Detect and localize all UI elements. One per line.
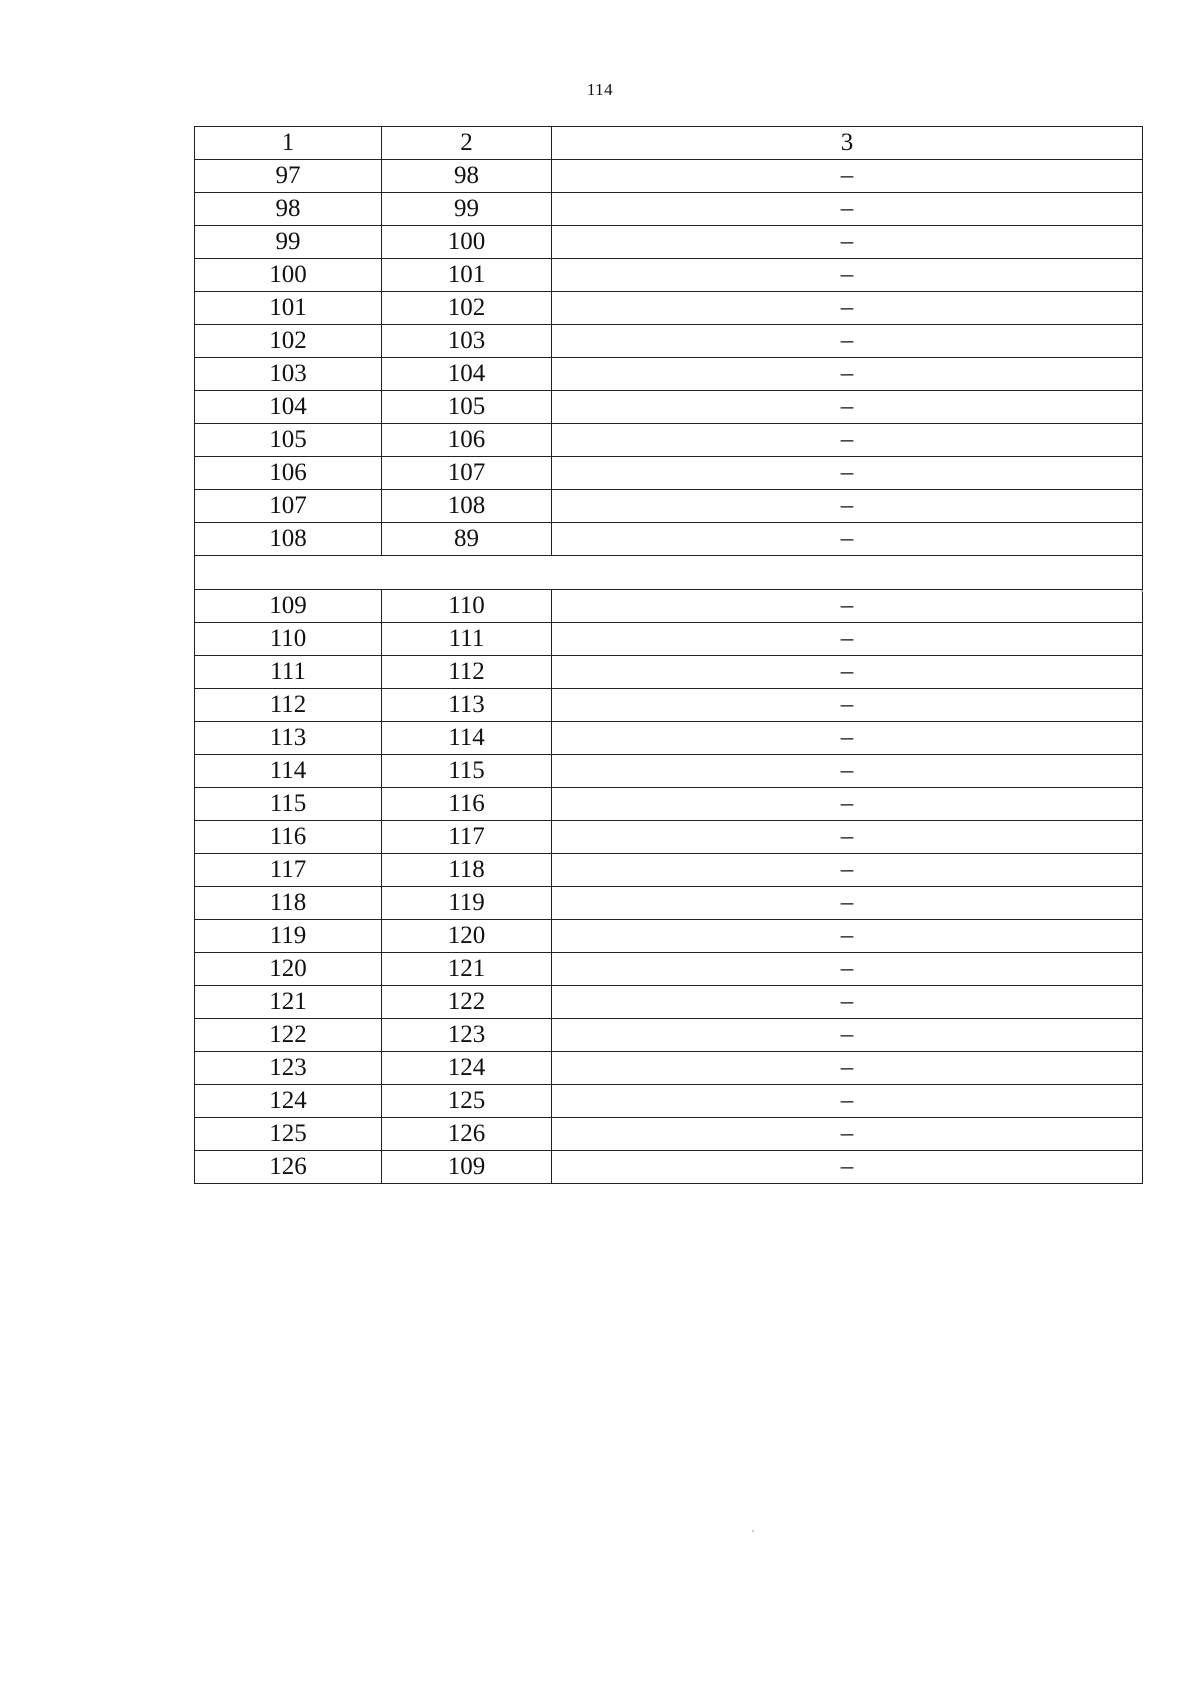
table-cell-col-2: 110 [382, 590, 552, 623]
table-cell-col-3: – [552, 656, 1143, 689]
column-header: 3 [552, 127, 1143, 160]
page-number: 114 [586, 80, 614, 99]
table-cell-col-1: 109 [195, 590, 382, 623]
table-row [195, 193, 1143, 226]
table-row [195, 358, 1143, 391]
data-table [194, 126, 1143, 1184]
table-cell-col-3: – [552, 325, 1143, 358]
table-cell-col-2: 119 [382, 887, 552, 920]
table-cell-col-2: 115 [382, 755, 552, 788]
table-cell-col-3: – [552, 490, 1143, 523]
table-cell-col-2: 104 [382, 358, 552, 391]
table-cell-col-3: – [552, 1151, 1143, 1184]
group-separator-row [195, 556, 1143, 590]
scan-speck [1141, 590, 1143, 592]
table-cell-col-1: 120 [195, 953, 382, 986]
table-cell-col-1: 116 [195, 821, 382, 854]
table-cell-col-2: 101 [382, 259, 552, 292]
table-cell-col-3: – [552, 920, 1143, 953]
table-cell-col-3: – [552, 457, 1143, 490]
table-cell-col-3: – [552, 259, 1143, 292]
table-cell-col-2: 89 [382, 523, 552, 556]
table-cell-col-1: 119 [195, 920, 382, 953]
table-row [195, 623, 1143, 656]
table-cell-col-1: 112 [195, 689, 382, 722]
table-row [195, 1118, 1143, 1151]
table-cell-col-1: 114 [195, 755, 382, 788]
table-cell-col-2: 106 [382, 424, 552, 457]
table-cell-col-3: – [552, 689, 1143, 722]
table-cell-col-2: 126 [382, 1118, 552, 1151]
table-cell-col-2: 118 [382, 854, 552, 887]
table-cell-col-2: 120 [382, 920, 552, 953]
table-cell-col-3: – [552, 953, 1143, 986]
table-cell-col-3: – [552, 1085, 1143, 1118]
table-row [195, 821, 1143, 854]
table-header-row [195, 127, 1143, 160]
table-row [195, 391, 1143, 424]
table-row [195, 1085, 1143, 1118]
scan-speck [752, 1530, 754, 1532]
table-cell-col-3: – [552, 292, 1143, 325]
table-row [195, 160, 1143, 193]
data-table-container [194, 126, 1142, 1184]
table-cell-col-2: 113 [382, 689, 552, 722]
table-cell-col-1: 99 [195, 226, 382, 259]
table-cell-col-1: 115 [195, 788, 382, 821]
table-row [195, 986, 1143, 1019]
table-cell-col-1: 111 [195, 656, 382, 689]
table-cell-col-3: – [552, 1052, 1143, 1085]
table-row [195, 1052, 1143, 1085]
table-cell-col-3: – [552, 821, 1143, 854]
table-cell-col-1: 106 [195, 457, 382, 490]
table-cell-col-1: 122 [195, 1019, 382, 1052]
table-row [195, 226, 1143, 259]
table-cell-col-3: – [552, 887, 1143, 920]
table-cell-col-1: 124 [195, 1085, 382, 1118]
table-row [195, 590, 1143, 623]
table-cell-col-2: 125 [382, 1085, 552, 1118]
table-body [195, 127, 1143, 1184]
table-cell-col-3: – [552, 755, 1143, 788]
table-row [195, 457, 1143, 490]
table-cell-col-3: – [552, 226, 1143, 259]
table-cell-col-1: 113 [195, 722, 382, 755]
table-cell-col-3: – [552, 722, 1143, 755]
table-cell-col-2: 108 [382, 490, 552, 523]
table-cell-col-1: 97 [195, 160, 382, 193]
table-cell-col-1: 117 [195, 854, 382, 887]
table-cell-col-2: 99 [382, 193, 552, 226]
table-cell-col-1: 104 [195, 391, 382, 424]
table-cell-col-2: 124 [382, 1052, 552, 1085]
table-row [195, 689, 1143, 722]
table-cell-col-1: 123 [195, 1052, 382, 1085]
table-cell-col-2: 122 [382, 986, 552, 1019]
column-header: 2 [382, 127, 552, 160]
table-cell-col-2: 111 [382, 623, 552, 656]
table-cell-col-1: 100 [195, 259, 382, 292]
table-cell-col-2: 114 [382, 722, 552, 755]
table-row [195, 854, 1143, 887]
table-cell-col-2: 121 [382, 953, 552, 986]
table-cell-col-2: 107 [382, 457, 552, 490]
table-row [195, 424, 1143, 457]
table-cell-col-3: – [552, 590, 1143, 623]
table-row [195, 1019, 1143, 1052]
table-cell-col-3: – [552, 986, 1143, 1019]
table-row [195, 292, 1143, 325]
table-cell-col-1: 98 [195, 193, 382, 226]
table-row [195, 325, 1143, 358]
table-cell-col-3: – [552, 424, 1143, 457]
table-cell-col-3: – [552, 391, 1143, 424]
table-row [195, 656, 1143, 689]
column-header: 1 [195, 127, 382, 160]
table-cell-col-3: – [552, 854, 1143, 887]
table-cell-col-1: 126 [195, 1151, 382, 1184]
table-cell-col-1: 121 [195, 986, 382, 1019]
table-cell-col-3: – [552, 193, 1143, 226]
table-row [195, 1151, 1143, 1184]
group-separator-cell [195, 556, 1143, 590]
table-cell-col-1: 110 [195, 623, 382, 656]
table-cell-col-3: – [552, 1019, 1143, 1052]
table-cell-col-1: 108 [195, 523, 382, 556]
table-row [195, 920, 1143, 953]
table-cell-col-1: 118 [195, 887, 382, 920]
table-cell-col-1: 103 [195, 358, 382, 391]
table-cell-col-2: 109 [382, 1151, 552, 1184]
table-cell-col-2: 102 [382, 292, 552, 325]
table-row [195, 259, 1143, 292]
table-cell-col-3: – [552, 358, 1143, 391]
table-cell-col-1: 101 [195, 292, 382, 325]
table-cell-col-2: 123 [382, 1019, 552, 1052]
table-cell-col-1: 102 [195, 325, 382, 358]
table-cell-col-1: 125 [195, 1118, 382, 1151]
table-cell-col-2: 103 [382, 325, 552, 358]
table-cell-col-3: – [552, 623, 1143, 656]
table-row [195, 722, 1143, 755]
table-cell-col-1: 105 [195, 424, 382, 457]
table-cell-col-2: 105 [382, 391, 552, 424]
table-row [195, 523, 1143, 556]
table-cell-col-3: – [552, 788, 1143, 821]
table-cell-col-2: 117 [382, 821, 552, 854]
table-cell-col-3: – [552, 160, 1143, 193]
table-cell-col-3: – [552, 1118, 1143, 1151]
table-cell-col-2: 112 [382, 656, 552, 689]
table-cell-col-2: 116 [382, 788, 552, 821]
table-cell-col-2: 100 [382, 226, 552, 259]
table-cell-col-1: 107 [195, 490, 382, 523]
table-row [195, 755, 1143, 788]
table-row [195, 788, 1143, 821]
table-cell-col-2: 98 [382, 160, 552, 193]
table-cell-col-3: – [552, 523, 1143, 556]
table-row [195, 953, 1143, 986]
table-row [195, 887, 1143, 920]
table-row [195, 490, 1143, 523]
